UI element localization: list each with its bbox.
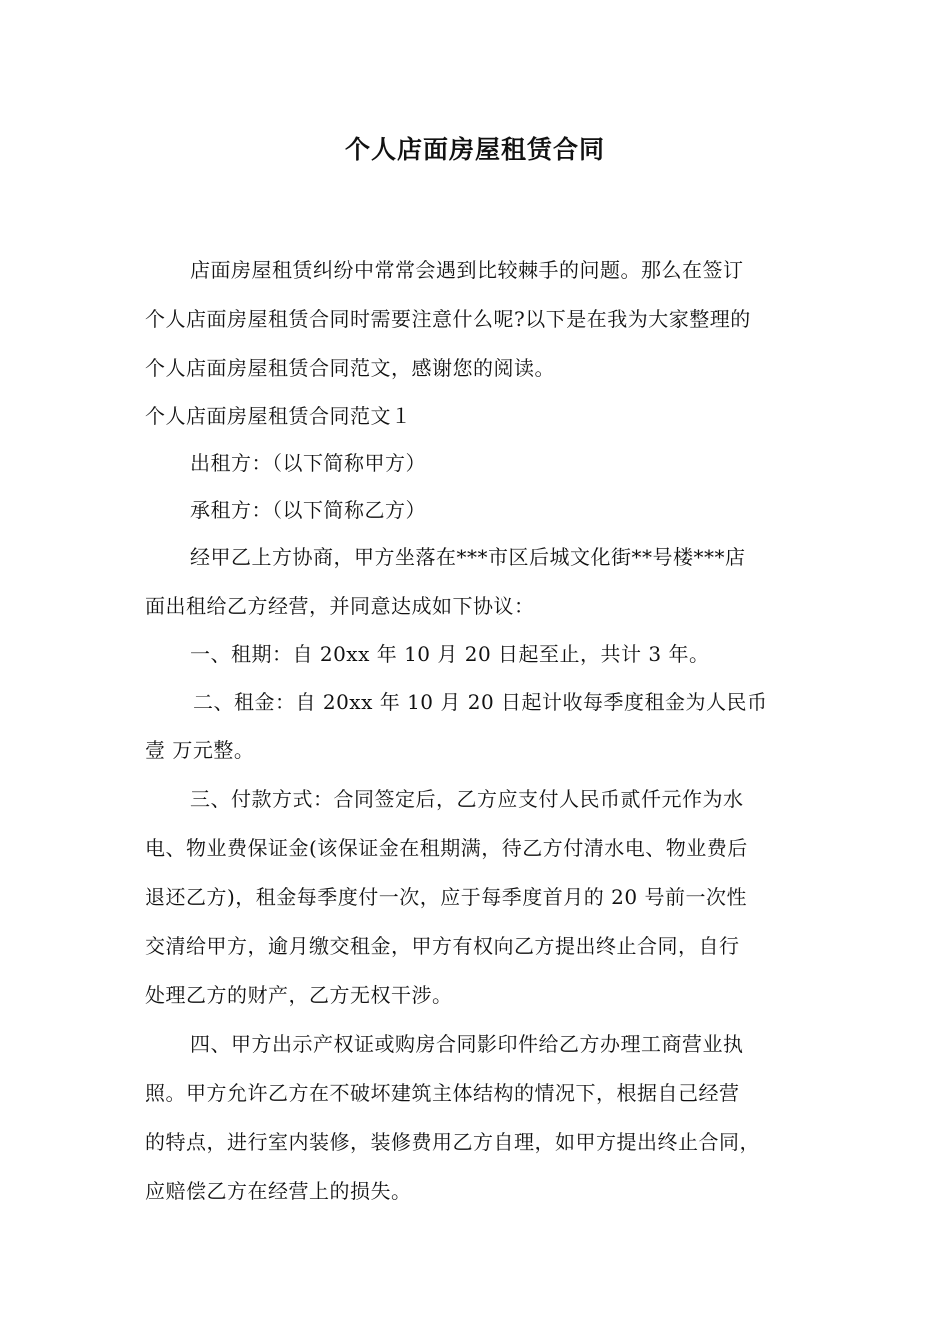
clause-line: 一、租期：自 20xx 年 10 月 20 日起至止，共计 3 年。 — [190, 642, 710, 666]
clause-line: 二、租金：自 20xx 年 10 月 20 日起计收每季度租金为人民币 — [193, 690, 768, 714]
clause-line: 电、物业费保证金(该保证金在租期满，待乙方付清水电、物业费后 — [145, 836, 748, 860]
document-title: 个人店面房屋租赁合同 — [344, 135, 605, 164]
clause-line: 四、甲方出示产权证或购房合同影印件给乙方办理工商营业执 — [190, 1032, 744, 1056]
lessee-line: 承租方：（以下简称乙方） — [190, 498, 426, 522]
clause-line: 三、付款方式：合同签定后，乙方应支付人民币贰仟元作为水 — [190, 787, 744, 811]
clause-line: 交清给甲方，逾月缴交租金，甲方有权向乙方提出终止合同，自行 — [145, 934, 740, 958]
paragraph-line: 店面房屋租赁纠纷中常常会遇到比较棘手的问题。那么在签订 — [190, 258, 744, 282]
paragraph-line: 经甲乙上方协商，甲方坐落在***市区后城文化街**号楼***店 — [190, 545, 746, 569]
clause-line: 照。甲方允许乙方在不破坏建筑主体结构的情况下，根据自己经营 — [145, 1081, 740, 1105]
paragraph-line: 个人店面房屋租赁合同时需要注意什么呢?以下是在我为大家整理的 — [145, 307, 751, 331]
section-heading: 个人店面房屋租赁合同范文１ — [145, 404, 412, 428]
lessor-line: 出租方：（以下简称甲方） — [190, 451, 426, 475]
clause-line: 处理乙方的财产，乙方无权干涉。 — [145, 983, 453, 1007]
clause-line: 的特点，进行室内装修，装修费用乙方自理，如甲方提出终止合同， — [145, 1130, 760, 1154]
clause-line: 退还乙方)，租金每季度付一次，应于每季度首月的 20 号前一次性 — [145, 885, 747, 909]
clause-line: 应赔偿乙方在经营上的损失。 — [145, 1179, 412, 1203]
clause-line: 壹 万元整。 — [145, 738, 255, 762]
paragraph-line: 面出租给乙方经营，并同意达成如下协议： — [145, 594, 535, 618]
paragraph-line: 个人店面房屋租赁合同范文，感谢您的阅读。 — [145, 356, 555, 380]
